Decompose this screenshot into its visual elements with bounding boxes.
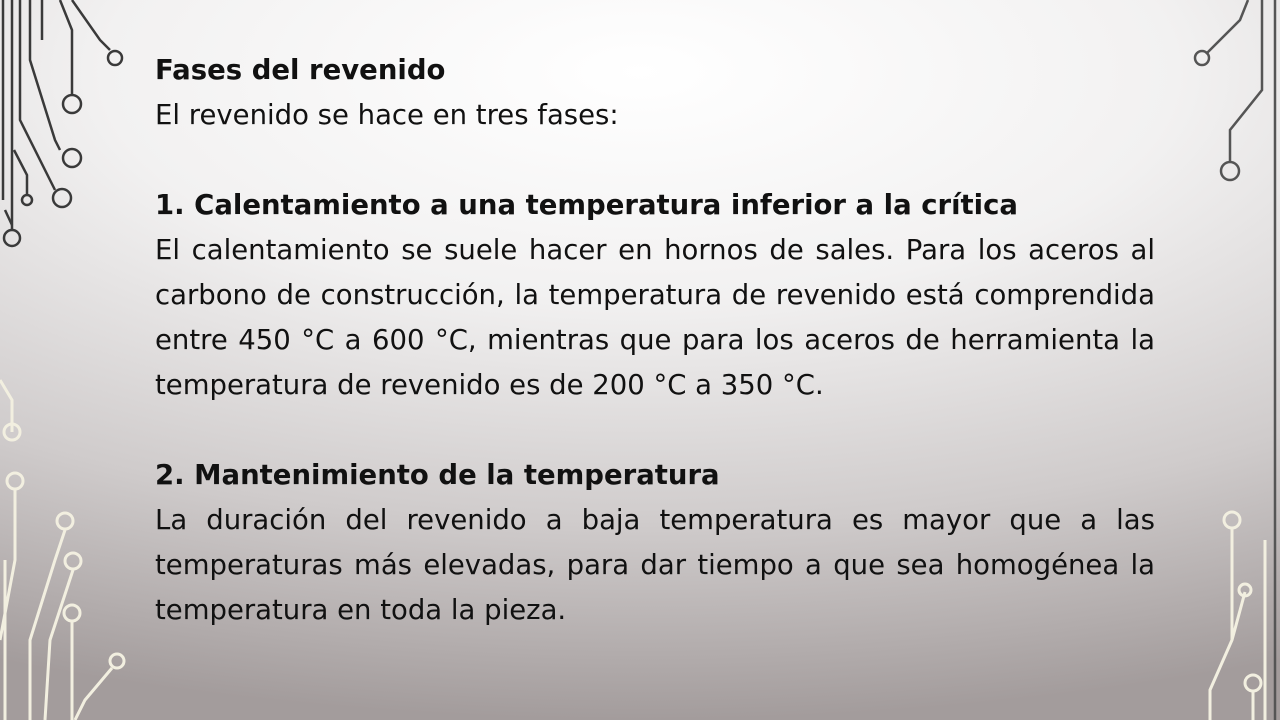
section-heading: 2. Mantenimiento de la temperatura — [155, 459, 720, 491]
circuit-top-left — [3, 0, 110, 230]
section-body: El calentamiento se suele hacer en hornos de sales. Para los aceros al carbono de construcción, la temperatura de revenido está comprendida entre 450 °C a 600 °C, mientras que para los aceros de herramienta la temperatura de revenido es de 200 °C a 350 °C. — [155, 234, 1155, 401]
slide-title: Fases del revenido — [155, 54, 446, 86]
section-heading: 1. Calentamiento a una temperatura inferior a la crítica — [155, 189, 1018, 221]
circuit-bottom-left-nodes — [4, 424, 124, 668]
spacer — [155, 408, 1155, 453]
circuit-bottom-left — [0, 380, 112, 720]
circuit-top-right-nodes — [1195, 51, 1239, 180]
section-body: La duración del revenido a baja temperatura es mayor que a las temperaturas más elevadas, para dar tiempo a que sea homogénea la temperatura en toda la pieza. — [155, 504, 1155, 626]
spacer — [155, 138, 1155, 183]
slide-intro: El revenido se hace en tres fases: — [155, 99, 619, 131]
slide-content — [155, 48, 1155, 633]
circuit-top-left-nodes — [4, 51, 122, 246]
